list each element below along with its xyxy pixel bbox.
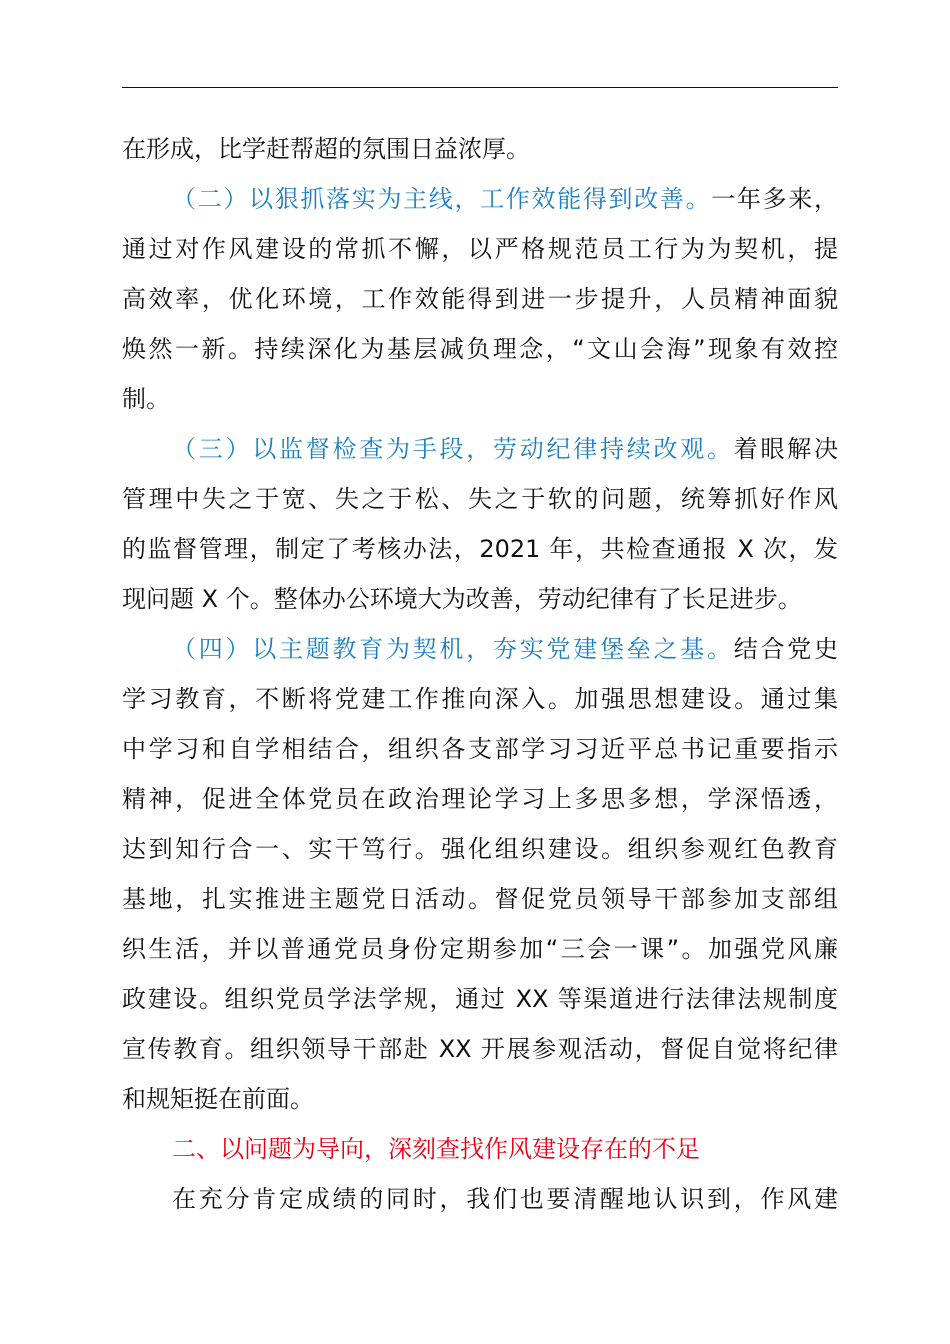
body-line: 政建设。组织党员学法学规，通过 XX 等渠道进行法律法规制度 <box>122 985 838 1013</box>
body-line: 学习教育，不断将党建工作推向深入。加强思想建设。通过集 <box>122 685 838 713</box>
body-line: 基地，扎实推进主题党日活动。督促党员领导干部参加支部组 <box>122 885 838 913</box>
body-line: 中学习和自学相结合，组织各支部学习习近平总书记重要指示 <box>122 735 838 763</box>
body-line: 和规矩挺在前面。 <box>122 1085 314 1113</box>
subheading-line <box>172 624 838 674</box>
body-line: 现问题 X 个。整体办公环境大为改善，劳动纪律有了长足进步。 <box>122 585 802 613</box>
body-line: 在充分肯定成绩的同时，我们也要清醒地认识到，作风建 <box>172 1185 838 1213</box>
subheading-3: （三）以监督检查为手段，劳动纪律持续改观。 <box>172 435 734 463</box>
subheading-4: （四）以主题教育为契机，夯实党建堡垒之基。 <box>172 635 734 663</box>
header-rule <box>122 87 838 88</box>
subheading-2: （二）以狠抓落实为主线，工作效能得到改善。 <box>172 185 712 213</box>
body-line: 精神，促进全体党员在政治理论学习上多思多想，学深悟透， <box>122 785 838 813</box>
body-text: 一年多来， <box>711 185 838 213</box>
body-line: 达到知行合一、实干笃行。强化组织建设。组织参观红色教育 <box>122 835 838 863</box>
subheading-line <box>172 424 838 474</box>
body-line: 宣传教育。组织领导干部赴 XX 开展参观活动，督促自觉将纪律 <box>122 1035 838 1063</box>
body-line: 高效率，优化环境，工作效能得到进一步提升，人员精神面貌 <box>122 285 838 313</box>
body-line: 在形成，比学赶帮超的氛围日益浓厚。 <box>122 135 530 163</box>
body-text: 结合党史 <box>733 635 838 663</box>
section-heading: 二、以问题为导向，深刻查找作风建设存在的不足 <box>172 1135 700 1163</box>
body-line: 织生活，并以普通党员身份定期参加“三会一课”。加强党风廉 <box>122 935 838 963</box>
body-line: 的监督管理，制定了考核办法，2021 年，共检查通报 X 次，发 <box>122 535 838 563</box>
body-line: 通过对作风建设的常抓不懈，以严格规范员工行为为契机，提 <box>122 235 838 263</box>
body-line: 管理中失之于宽、失之于松、失之于软的问题，统筹抓好作风 <box>122 485 838 513</box>
body-line: 制。 <box>122 385 170 413</box>
body-line: 焕然一新。持续深化为基层减负理念，“文山会海”现象有效控 <box>122 335 838 363</box>
subheading-line <box>172 174 838 224</box>
body-text: 着眼解决 <box>733 435 838 463</box>
